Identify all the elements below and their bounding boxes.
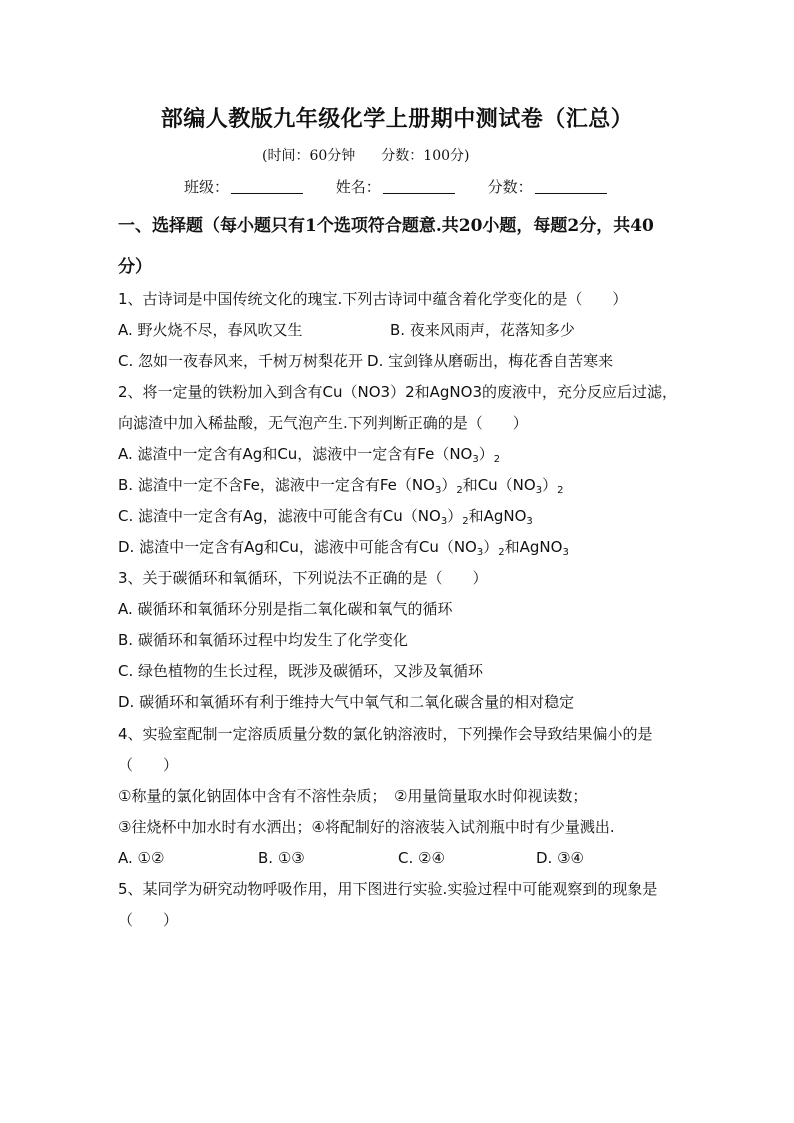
- question-1-options-ab: [118, 315, 688, 346]
- option-a-text: A. 滤渣中一定含有Ag和Cu，滤液中一定含有Fe（NO: [118, 445, 473, 463]
- question-4-stem: 4、实验室配制一定溶质质量分数的氯化钠溶液时，下列操作会导致结果偏小的是（ ）: [118, 725, 653, 774]
- question-1-option-c: C. 忽如一夜春风来，千树万树梨花开: [118, 352, 364, 370]
- question-4-option-d: D. ③④: [536, 849, 584, 867]
- question-4: [118, 719, 688, 874]
- paren: ）: [542, 476, 558, 494]
- class-label: 班级：: [184, 178, 230, 196]
- score-field: [488, 176, 607, 197]
- subscript: 2: [557, 485, 564, 496]
- paren: ）: [447, 507, 463, 525]
- subscript: 3: [526, 516, 533, 527]
- paren: ）: [483, 538, 499, 556]
- question-3-option-d: D. 碳循环和氧循环有利于维持大气中氧气和二氧化碳含量的相对稳定: [118, 693, 575, 711]
- option-c-text-2: 和AgNO: [468, 507, 527, 525]
- paren: ）: [478, 445, 494, 463]
- question-1-option-b: B. 夜来风雨声，花落知多少: [390, 321, 575, 339]
- class-field: [184, 176, 303, 197]
- exam-score-total: 分数：100分): [381, 148, 470, 164]
- section-heading: 一、选择题（每小题只有1个选项符合题意.共20小题，每题2分，共40分）: [118, 216, 654, 277]
- subscript: 3: [476, 547, 484, 558]
- subscript: 3: [535, 485, 543, 496]
- option-c-text: C. 滤渣中一定含有Ag，滤液中可能含有Cu（NO: [118, 507, 441, 525]
- name-blank[interactable]: [383, 193, 455, 194]
- name-field: [336, 176, 455, 197]
- question-3-option-b: B. 碳循环和氧循环过程中均发生了化学变化: [118, 631, 408, 649]
- question-3: [118, 563, 688, 718]
- question-2-option-d: [118, 532, 688, 563]
- question-2: [118, 377, 688, 563]
- subscript: 2: [498, 547, 505, 558]
- subscript: 3: [440, 516, 448, 527]
- option-b-text: B. 滤渣中一定不含Fe，滤液中一定含有Fe（NO: [118, 476, 435, 494]
- question-4-option-c: C. ②④: [398, 849, 445, 867]
- paren: ）: [441, 476, 457, 494]
- question-4-option-a: A. ①②: [118, 849, 165, 867]
- question-1-stem: 1、古诗词是中国传统文化的瑰宝.下列古诗词中蕴含着化学变化的是（ ）: [118, 290, 628, 308]
- student-info-row: [184, 176, 664, 197]
- question-4-condition-2: ③往烧杯中加水时有水洒出；④将配制好的溶液装入试剂瓶中时有少量溅出.: [118, 818, 615, 836]
- question-2-stem: 2、将一定量的铁粉加入到含有Cu（NO3）2和AgNO3的废液中，充分反应后过滤，向滤渣中加入稀盐酸，无气泡产生.下列判断正确的是（ ）: [118, 383, 677, 432]
- option-d-text: D. 滤渣中一定含有Ag和Cu，滤液中可能含有Cu（NO: [118, 538, 477, 556]
- question-1-option-d: D. 宝剑锋从磨砺出，梅花香自苦寒来: [367, 352, 614, 370]
- question-1-option-a: A. 野火烧不尽，春风吹又生: [118, 321, 303, 339]
- score-blank[interactable]: [535, 193, 607, 194]
- exam-time: (时间：60分钟: [262, 148, 356, 164]
- name-label: 姓名：: [335, 178, 381, 196]
- question-3-stem: 3、关于碳循环和氧循环，下列说法不正确的是（ ）: [118, 569, 488, 587]
- question-4-option-b: B. ①③: [258, 849, 305, 867]
- question-2-option-a: [118, 439, 688, 470]
- exam-subtitle: [262, 145, 562, 165]
- question-1-options-cd: [118, 346, 688, 377]
- option-d-text-2: 和AgNO: [504, 538, 563, 556]
- subscript: 3: [434, 485, 442, 496]
- subscript: 3: [472, 454, 479, 465]
- option-b-text-2: 和Cu（NO: [462, 476, 536, 494]
- subscript: 2: [456, 485, 463, 496]
- question-1: [118, 284, 688, 377]
- question-5: [118, 874, 688, 936]
- question-3-option-a: A. 碳循环和氧循环分别是指二氧化碳和氧气的循环: [118, 600, 453, 618]
- question-4-condition-1: ①称量的氯化钠固体中含有不溶性杂质； ②用量筒量取水时仰视读数；: [118, 787, 588, 805]
- page-title: 部编人教版九年级化学上册期中测试卷（汇总）: [160, 106, 634, 132]
- class-blank[interactable]: [231, 193, 303, 194]
- question-3-option-c: C. 绿色植物的生长过程，既涉及碳循环，又涉及氧循环: [118, 662, 484, 680]
- subscript: 2: [462, 516, 469, 527]
- question-2-option-b: [118, 470, 688, 501]
- question-2-option-c: [118, 501, 688, 532]
- question-5-stem: 5、某同学为研究动物呼吸作用，用下图进行实验.实验过程中可能观察到的现象是（ ）: [118, 880, 658, 929]
- subscript: 3: [562, 547, 569, 558]
- subscript: 2: [493, 454, 501, 465]
- score-label: 分数：: [487, 178, 533, 196]
- question-4-options: [118, 843, 688, 874]
